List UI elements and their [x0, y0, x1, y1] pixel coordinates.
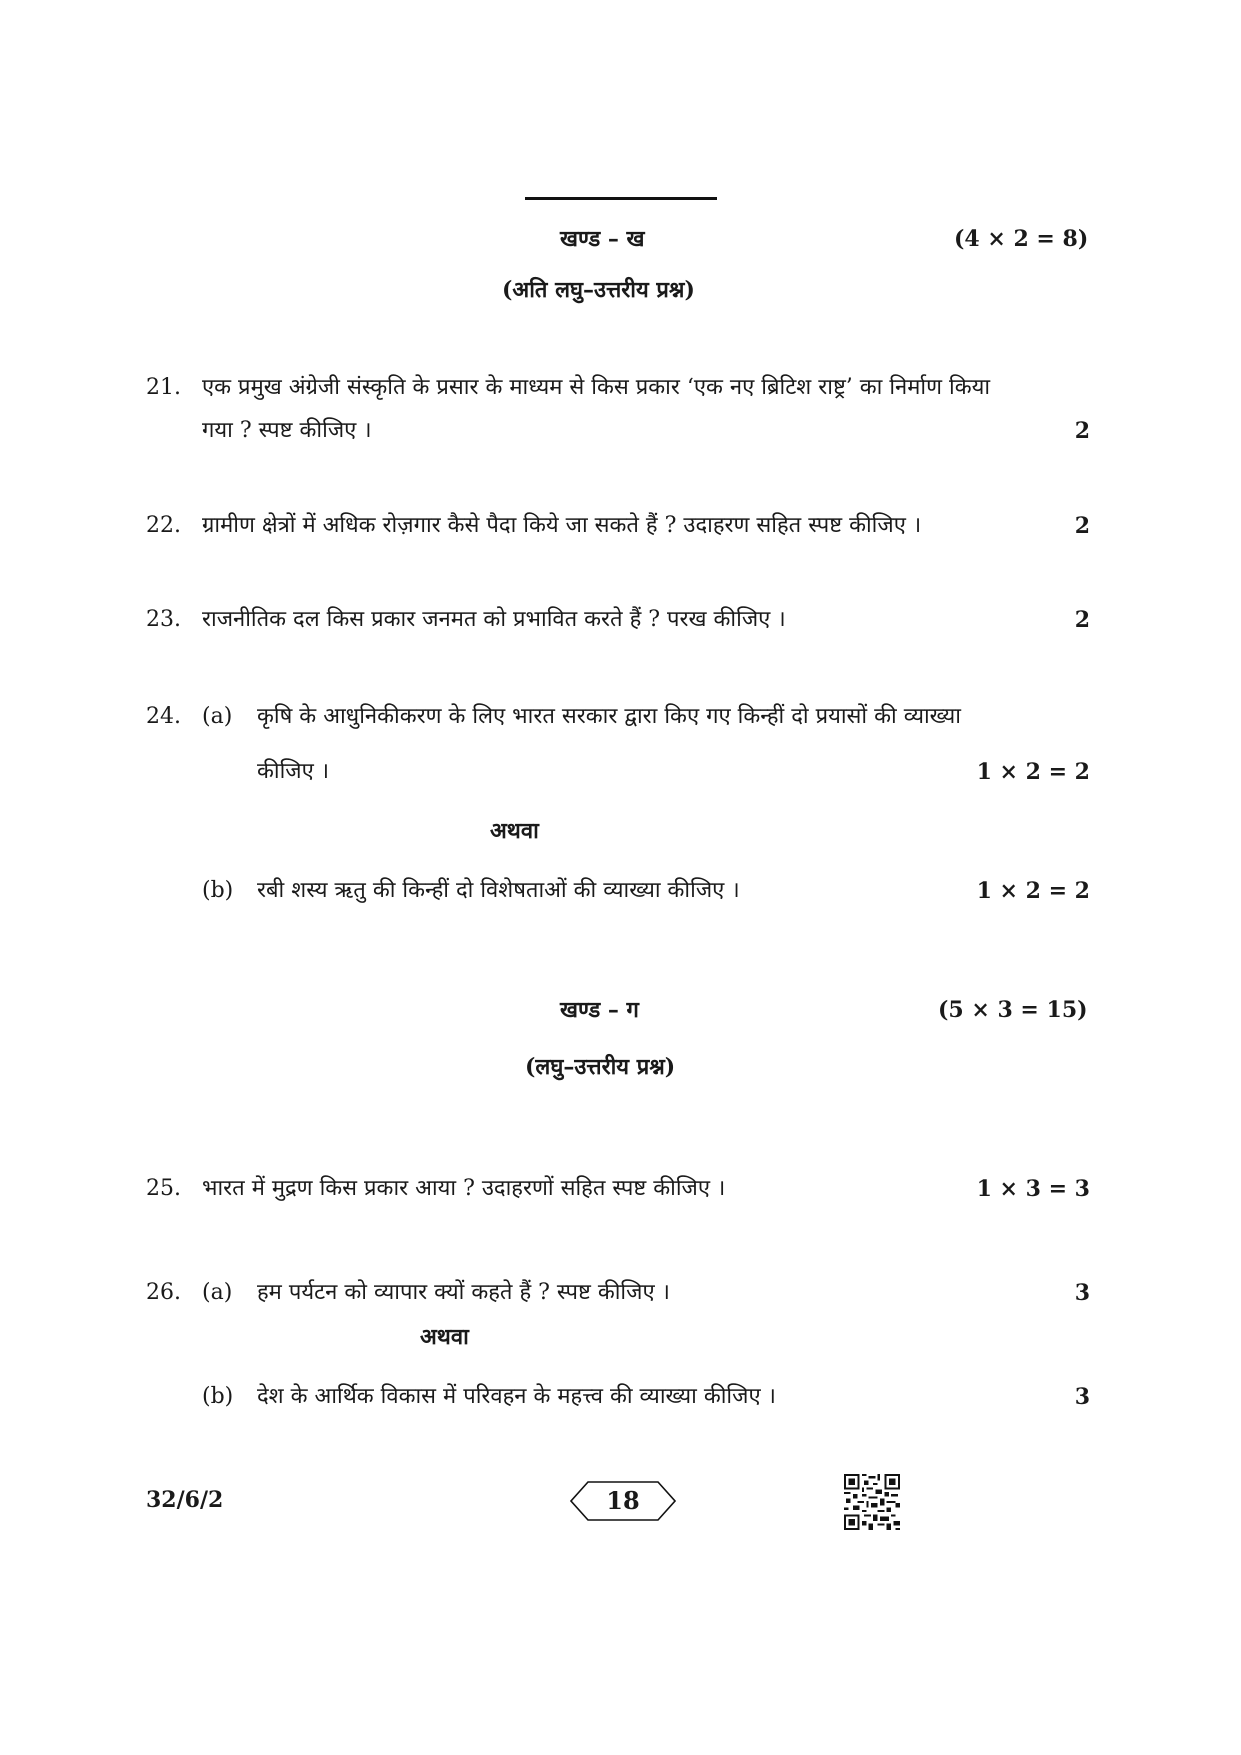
section-c-title: खण्ड – ग	[560, 997, 639, 1023]
q23-marks: 2	[1074, 607, 1090, 633]
q26-a-marks: 3	[1074, 1280, 1090, 1306]
q24-a-marks: 1 × 2 = 2	[976, 759, 1090, 785]
page-number: 18	[606, 1486, 640, 1515]
q24-number: 24.	[146, 704, 181, 729]
top-rule	[525, 197, 717, 200]
qr-code-icon	[844, 1474, 900, 1530]
q26-b-marks: 3	[1074, 1384, 1090, 1410]
paper-code: 32/6/2	[146, 1487, 224, 1513]
q21-text-line1: एक प्रमुख अंग्रेजी संस्कृति के प्रसार के माध्यम से किस प्रकार ‘एक नए ब्रिटिश राष्ट्र’ का निर्माण किया	[202, 375, 991, 400]
q22-number: 22.	[146, 513, 181, 538]
q22-marks: 2	[1074, 513, 1090, 539]
section-c-subtitle: (लघु–उत्तरीय प्रश्न)	[525, 1054, 676, 1080]
q26-b-text: देश के आर्थिक विकास में परिवहन के महत्त्व की व्याख्या कीजिए ।	[257, 1384, 776, 1409]
q24-or: अथवा	[490, 818, 539, 844]
q25-text: भारत में मुद्रण किस प्रकार आया ? उदाहरणों सहित स्पष्ट कीजिए ।	[202, 1176, 726, 1201]
q21-text-line2: गया ? स्पष्ट कीजिए ।	[202, 418, 372, 443]
q26-a-label: (a)	[202, 1280, 233, 1305]
section-c-marks: (5 × 3 = 15)	[938, 997, 1088, 1023]
section-b-title: खण्ड – ख	[560, 226, 645, 252]
q21-marks: 2	[1074, 418, 1090, 444]
q25-marks: 1 × 3 = 3	[976, 1176, 1090, 1202]
q24-a-text-line1: कृषि के आधुनिकीकरण के लिए भारत सरकार द्वारा किए गए किन्हीं दो प्रयासों की व्याख्या	[257, 704, 962, 729]
q22-text: ग्रामीण क्षेत्रों में अधिक रोज़गार कैसे पैदा किये जा सकते हैं ? उदाहरण सहित स्पष्ट कीजिए ।	[202, 513, 922, 538]
q24-b-marks: 1 × 2 = 2	[976, 878, 1090, 904]
q26-or: अथवा	[420, 1324, 469, 1350]
q26-number: 26.	[146, 1280, 181, 1305]
q26-a-text: हम पर्यटन को व्यापार क्यों कहते हैं ? स्पष्ट कीजिए ।	[257, 1280, 670, 1305]
q23-text: राजनीतिक दल किस प्रकार जनमत को प्रभावित करते हैं ? परख कीजिए ।	[202, 607, 786, 632]
q24-a-text-line2: कीजिए ।	[257, 759, 330, 784]
q24-a-label: (a)	[202, 704, 233, 729]
q25-number: 25.	[146, 1176, 181, 1201]
q23-number: 23.	[146, 607, 181, 632]
section-b-subtitle: (अति लघु–उत्तरीय प्रश्न)	[502, 277, 695, 303]
q21-number: 21.	[146, 375, 181, 400]
q24-b-label: (b)	[202, 878, 234, 903]
section-b-marks: (4 × 2 = 8)	[954, 226, 1089, 252]
q26-b-label: (b)	[202, 1384, 234, 1409]
q24-b-text: रबी शस्य ऋतु की किन्हीं दो विशेषताओं की व्याख्या कीजिए ।	[257, 878, 740, 903]
